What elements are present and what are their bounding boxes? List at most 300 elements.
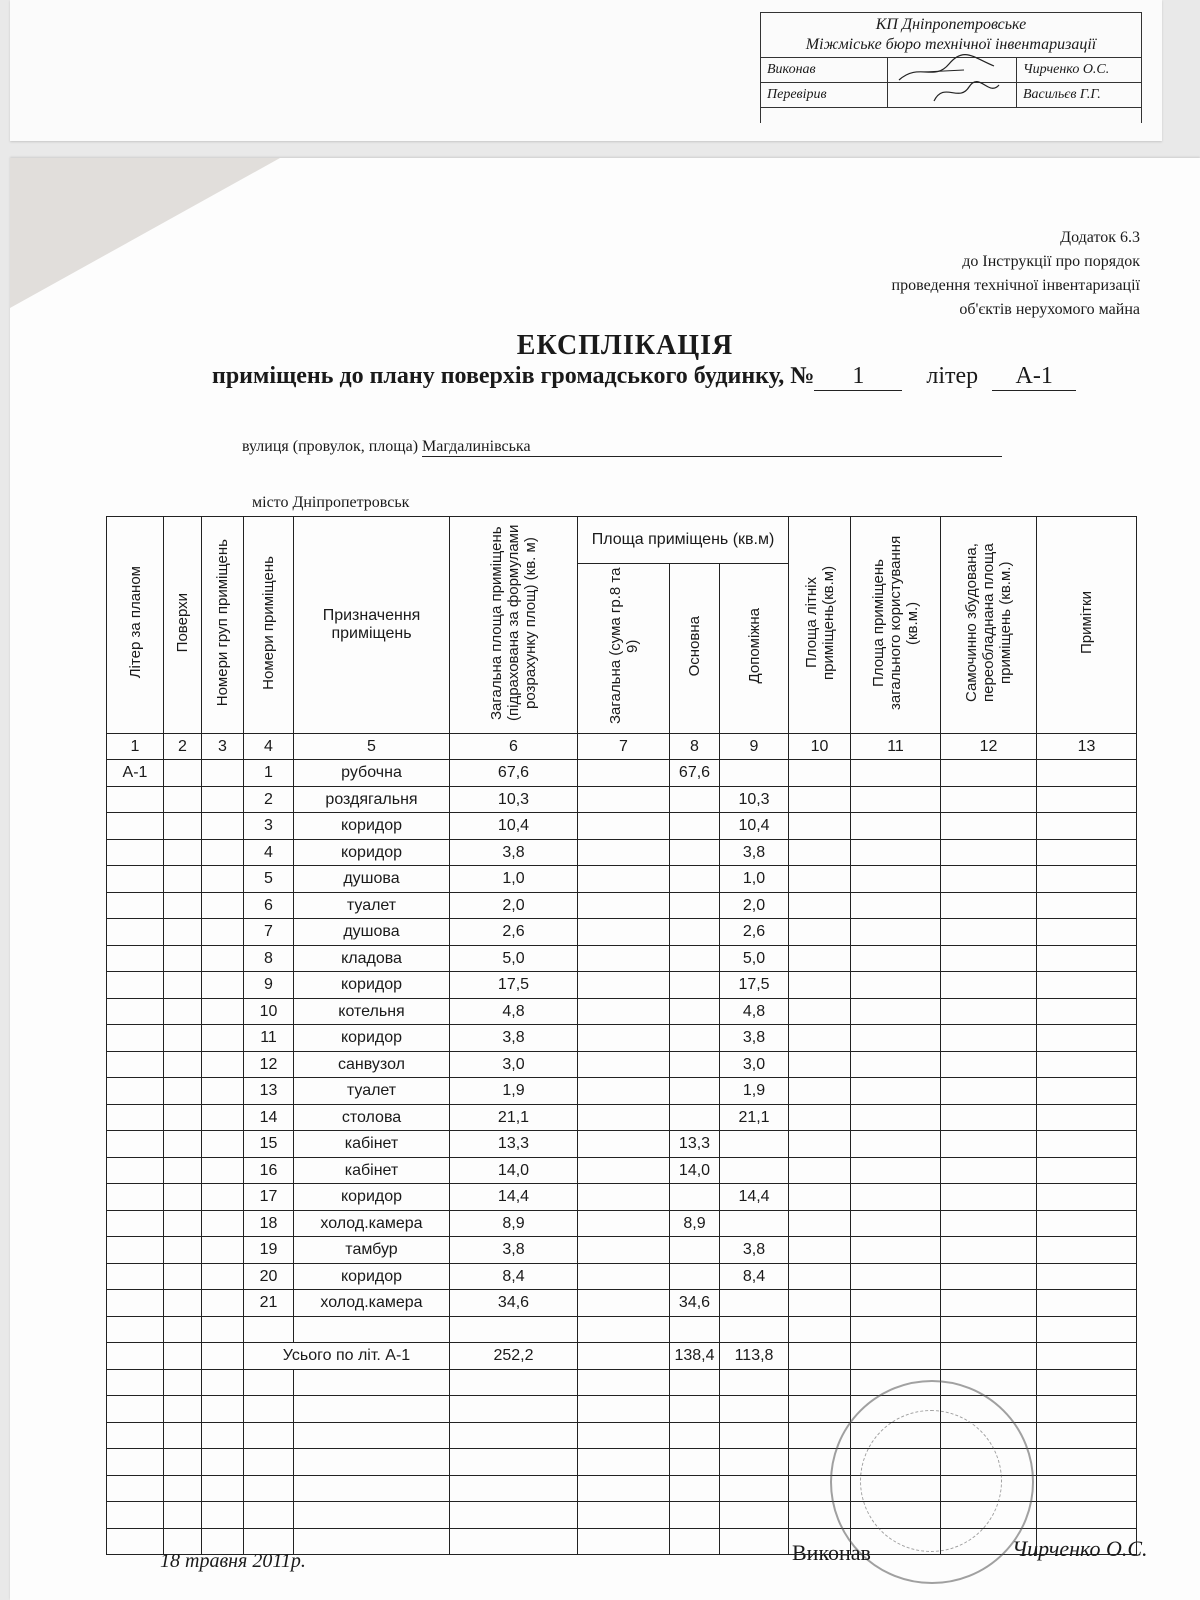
cell-purpose: столова [294, 1104, 450, 1131]
cell-empty [294, 1475, 450, 1502]
column-number-cell: 13 [1037, 734, 1137, 760]
cell-main-area: 14,0 [670, 1157, 720, 1184]
table-row [107, 1131, 1137, 1158]
cell-empty [202, 1449, 244, 1476]
cell-group [202, 1290, 244, 1317]
cell-sum-area [578, 919, 670, 946]
cell-empty [851, 1290, 941, 1317]
cell-room-number: 13 [244, 1078, 294, 1105]
cell-empty [851, 972, 941, 999]
cell-empty [244, 1475, 294, 1502]
cell-sum-area [578, 1263, 670, 1290]
cell-empty [450, 1502, 578, 1529]
cell-room-number: 9 [244, 972, 294, 999]
cell-main-area [670, 1025, 720, 1052]
cell-main-area [670, 813, 720, 840]
cell-main-area [670, 1184, 720, 1211]
cell-purpose: холод.камера [294, 1210, 450, 1237]
cell-empty [851, 1157, 941, 1184]
cell-floor [164, 1184, 202, 1211]
cell-empty [720, 1528, 789, 1555]
cell-floor [164, 1051, 202, 1078]
cell-empty [202, 1343, 244, 1370]
cell-room-number: 20 [244, 1263, 294, 1290]
cell-aux-area: 2,0 [720, 892, 789, 919]
cell-empty [941, 945, 1037, 972]
cell-empty [851, 892, 941, 919]
cell-aux-area: 1,0 [720, 866, 789, 893]
cell-floor [164, 866, 202, 893]
cell-empty [941, 1157, 1037, 1184]
cell-empty [1037, 1369, 1137, 1396]
cell-sum-area [578, 1184, 670, 1211]
cell-empty [789, 1369, 851, 1396]
cell-empty [941, 1237, 1037, 1264]
cell-total-area: 34,6 [450, 1290, 578, 1317]
table-row [107, 786, 1137, 813]
cell-main-area: 13,3 [670, 1131, 720, 1158]
cell-empty [578, 1449, 670, 1476]
cell-floor [164, 786, 202, 813]
table-row [107, 760, 1137, 787]
cell-empty [851, 919, 941, 946]
cell-empty [202, 1502, 244, 1529]
cell-empty [941, 1343, 1037, 1370]
cell-empty [789, 786, 851, 813]
cell-empty [941, 998, 1037, 1025]
previous-page-fragment [10, 0, 1162, 141]
cell-sum-area [578, 892, 670, 919]
cell-empty [202, 1475, 244, 1502]
cell-empty [294, 1369, 450, 1396]
header-purpose: Призначення приміщень [294, 517, 450, 734]
cell-empty [789, 1237, 851, 1264]
cell-sum-area [578, 1343, 670, 1370]
cell-empty [789, 1078, 851, 1105]
cell-empty [941, 1290, 1037, 1317]
cell-empty [670, 1528, 720, 1555]
cell-empty [1037, 839, 1137, 866]
cell-purpose: котельня [294, 998, 450, 1025]
cell-empty [1037, 1316, 1137, 1343]
cell-room-number: 1 [244, 760, 294, 787]
cell-empty [789, 760, 851, 787]
cell-empty [294, 1449, 450, 1476]
cell-empty [294, 1396, 450, 1423]
cell-empty [720, 1502, 789, 1529]
cell-liter [107, 1104, 164, 1131]
cell-sum-area [578, 813, 670, 840]
table-row [107, 1316, 1137, 1343]
document-subtitle: приміщень до плану поверхів громадського будинку, № 1 літер А-1 [212, 363, 1076, 391]
cell-total-area: 3,8 [450, 1025, 578, 1052]
cell-liter [107, 839, 164, 866]
cell-sum-area [578, 945, 670, 972]
cell-total-area: 10,3 [450, 786, 578, 813]
cell-sum-area [578, 1157, 670, 1184]
cell-group [202, 972, 244, 999]
cell-empty [107, 1422, 164, 1449]
cell-room-number: 11 [244, 1025, 294, 1052]
cell-empty [670, 1316, 720, 1343]
header-main: Основна [670, 564, 720, 734]
cell-group [202, 1210, 244, 1237]
cell-floor [164, 839, 202, 866]
cell-empty [164, 1343, 202, 1370]
table-row [107, 1157, 1137, 1184]
cell-room-number: 3 [244, 813, 294, 840]
cell-main-area [670, 786, 720, 813]
cell-group [202, 1237, 244, 1264]
cell-group [202, 1025, 244, 1052]
cell-empty [1037, 866, 1137, 893]
cell-liter: А-1 [107, 760, 164, 787]
cell-total-area: 10,4 [450, 813, 578, 840]
addendum-note: Додаток 6.3 до Інструкції про порядок проведення технічної інвентаризації об'єктів нерухомого майна [891, 229, 1140, 318]
cell-empty [1037, 972, 1137, 999]
cell-total-area: 2,0 [450, 892, 578, 919]
cell-aux-area: 3,8 [720, 839, 789, 866]
header-summer-area: Площа літніх приміщень(кв.м) [789, 517, 851, 734]
cell-empty [578, 1396, 670, 1423]
cell-floor [164, 892, 202, 919]
cell-empty [578, 1528, 670, 1555]
cell-empty [720, 1396, 789, 1423]
cell-room-number: 6 [244, 892, 294, 919]
cell-empty [164, 1422, 202, 1449]
cell-empty [578, 1502, 670, 1529]
cell-empty [720, 1475, 789, 1502]
building-liter: А-1 [992, 363, 1076, 391]
cell-empty [851, 998, 941, 1025]
cell-room-number: 10 [244, 998, 294, 1025]
cell-aux-area [720, 760, 789, 787]
cell-room-number: 19 [244, 1237, 294, 1264]
cell-empty [851, 1184, 941, 1211]
cell-empty [107, 1475, 164, 1502]
cell-liter [107, 1157, 164, 1184]
cell-empty [164, 1475, 202, 1502]
cell-liter [107, 1210, 164, 1237]
cell-room-number: 16 [244, 1157, 294, 1184]
column-number-cell: 4 [244, 734, 294, 760]
cell-empty [670, 1475, 720, 1502]
cell-sum-area [578, 1078, 670, 1105]
table-row [107, 839, 1137, 866]
cell-empty [670, 1369, 720, 1396]
cell-total-area: 67,6 [450, 760, 578, 787]
cell-liter [107, 998, 164, 1025]
cell-purpose: рубочна [294, 760, 450, 787]
cell-empty [789, 1157, 851, 1184]
cell-floor [164, 1131, 202, 1158]
cell-aux-area: 2,6 [720, 919, 789, 946]
cell-empty [244, 1369, 294, 1396]
cell-empty [789, 892, 851, 919]
table-row [107, 892, 1137, 919]
cell-empty [851, 813, 941, 840]
column-number-cell: 9 [720, 734, 789, 760]
cell-empty [941, 1078, 1037, 1105]
table-row [107, 1078, 1137, 1105]
cell-empty [941, 972, 1037, 999]
table-row [107, 1290, 1137, 1317]
cell-empty [851, 786, 941, 813]
cell-total-area: 17,5 [450, 972, 578, 999]
cell-floor [164, 1104, 202, 1131]
cell-empty [789, 1396, 851, 1423]
table-row [107, 1237, 1137, 1264]
cell-empty [164, 1316, 202, 1343]
cell-empty [941, 1316, 1037, 1343]
cell-purpose: коридор [294, 1025, 450, 1052]
table-row [107, 998, 1137, 1025]
cell-total-area: 14,4 [450, 1184, 578, 1211]
cell-empty [789, 1025, 851, 1052]
cell-empty [244, 1422, 294, 1449]
cell-empty [789, 866, 851, 893]
cell-empty [789, 1290, 851, 1317]
cell-aux-area [720, 1210, 789, 1237]
column-number-cell: 2 [164, 734, 202, 760]
cell-empty [107, 1449, 164, 1476]
cell-floor [164, 1157, 202, 1184]
table-row [107, 1025, 1137, 1052]
cell-sum-area [578, 1290, 670, 1317]
cell-total-area: 5,0 [450, 945, 578, 972]
cell-empty [1037, 813, 1137, 840]
cell-empty [789, 839, 851, 866]
header-liter: Літер за планом [107, 517, 164, 734]
column-number-cell: 5 [294, 734, 450, 760]
cell-empty [789, 1131, 851, 1158]
explication-page [10, 158, 1200, 1600]
cell-main-area [670, 919, 720, 946]
cell-empty [107, 1343, 164, 1370]
cell-liter [107, 813, 164, 840]
cell-empty [941, 1263, 1037, 1290]
cell-empty [1037, 1502, 1137, 1529]
cell-empty [941, 1051, 1037, 1078]
cell-empty [107, 1502, 164, 1529]
cell-liter [107, 1237, 164, 1264]
cell-empty [851, 1316, 941, 1343]
cell-empty [1037, 1157, 1137, 1184]
cell-empty [450, 1528, 578, 1555]
cell-empty [244, 1449, 294, 1476]
cell-group [202, 1157, 244, 1184]
cell-room-number: 21 [244, 1290, 294, 1317]
column-number-cell: 12 [941, 734, 1037, 760]
street-value: Магдалинівська [422, 438, 1002, 457]
stamp-row-executed: Виконав Чирченко О.С. [761, 58, 1141, 83]
cell-empty [450, 1475, 578, 1502]
cell-total-area: 21,1 [450, 1104, 578, 1131]
cell-empty [851, 1210, 941, 1237]
cell-empty [1037, 1078, 1137, 1105]
cell-purpose: душова [294, 866, 450, 893]
table-row [107, 1369, 1137, 1396]
cell-total-area: 3,8 [450, 839, 578, 866]
cell-floor [164, 1078, 202, 1105]
cell-purpose: роздягальня [294, 786, 450, 813]
cell-aux-area [720, 1290, 789, 1317]
cell-empty [578, 1422, 670, 1449]
table-row [107, 813, 1137, 840]
cell-empty [164, 1396, 202, 1423]
cell-empty [670, 1449, 720, 1476]
cell-empty [450, 1369, 578, 1396]
cell-floor [164, 760, 202, 787]
column-number-cell: 7 [578, 734, 670, 760]
title-block-stamp [760, 12, 1142, 123]
cell-empty [941, 760, 1037, 787]
cell-empty [1037, 1449, 1137, 1476]
cell-sum-area [578, 1051, 670, 1078]
cell-empty [107, 1528, 164, 1555]
cell-floor [164, 1263, 202, 1290]
cell-empty [1037, 1396, 1137, 1423]
cell-empty [789, 1184, 851, 1211]
cell-empty [1037, 1025, 1137, 1052]
signature-icon [894, 77, 1004, 107]
cell-empty [1037, 919, 1137, 946]
cell-group [202, 786, 244, 813]
cell-empty [851, 945, 941, 972]
cell-liter [107, 1290, 164, 1317]
cell-empty [202, 1422, 244, 1449]
cell-floor [164, 813, 202, 840]
header-notes: Примітки [1037, 517, 1137, 734]
cell-purpose: коридор [294, 813, 450, 840]
cell-empty [941, 786, 1037, 813]
cell-empty [1037, 1475, 1137, 1502]
cell-empty [941, 1210, 1037, 1237]
cell-empty [1037, 1210, 1137, 1237]
cell-total-area: 13,3 [450, 1131, 578, 1158]
cell-aux-area: 5,0 [720, 945, 789, 972]
cell-group [202, 1078, 244, 1105]
cell-purpose: санвузол [294, 1051, 450, 1078]
cell-empty [294, 1422, 450, 1449]
column-number-cell: 11 [851, 734, 941, 760]
table-row [107, 1210, 1137, 1237]
cell-empty [941, 1131, 1037, 1158]
cell-room-number: 2 [244, 786, 294, 813]
cell-group [202, 1051, 244, 1078]
cell-empty [1037, 1290, 1137, 1317]
cell-main-area [670, 972, 720, 999]
cell-empty [789, 972, 851, 999]
cell-aux-area: 4,8 [720, 998, 789, 1025]
cell-empty [720, 1449, 789, 1476]
cell-liter [107, 945, 164, 972]
cell-total-area: 14,0 [450, 1157, 578, 1184]
cell-empty [720, 1316, 789, 1343]
cell-empty [1037, 945, 1137, 972]
cell-empty [941, 839, 1037, 866]
cell-empty [720, 1369, 789, 1396]
table-row [107, 919, 1137, 946]
cell-group [202, 760, 244, 787]
cell-purpose: душова [294, 919, 450, 946]
cell-floor [164, 919, 202, 946]
cell-empty [244, 1502, 294, 1529]
cell-main-area [670, 892, 720, 919]
footer-executed-name: Чирченко О.С. [1012, 1536, 1148, 1561]
cell-empty [851, 866, 941, 893]
cell-empty [450, 1449, 578, 1476]
cell-empty [941, 1104, 1037, 1131]
cell-empty [851, 1263, 941, 1290]
cell-empty [851, 1025, 941, 1052]
cell-empty [851, 760, 941, 787]
cell-room-number: 5 [244, 866, 294, 893]
cell-purpose: коридор [294, 839, 450, 866]
stamp-organization: КП Дніпропетровське Міжміське бюро технічної інвентаризації [761, 13, 1141, 58]
cell-total-area: 4,8 [450, 998, 578, 1025]
header-total-area: Загальна площа приміщень (підрахована за формулами розрахунку площ) (кв. м) [450, 517, 578, 734]
cell-empty [789, 919, 851, 946]
cell-floor [164, 945, 202, 972]
column-number-cell: 8 [670, 734, 720, 760]
cell-empty [670, 1396, 720, 1423]
cell-empty [450, 1422, 578, 1449]
cell-purpose: коридор [294, 1184, 450, 1211]
cell-empty [851, 1051, 941, 1078]
cell-group [202, 919, 244, 946]
cell-main-area [670, 1263, 720, 1290]
cell-sum-area [578, 1131, 670, 1158]
cell-sum-area [578, 1237, 670, 1264]
cell-empty [1037, 1343, 1137, 1370]
cell-aux-area [720, 1157, 789, 1184]
cell-empty [851, 1104, 941, 1131]
cell-main-area: 34,6 [670, 1290, 720, 1317]
cell-room-number: 12 [244, 1051, 294, 1078]
cell-empty [941, 866, 1037, 893]
cell-group [202, 1184, 244, 1211]
cell-empty [941, 1025, 1037, 1052]
cell-main-area [670, 866, 720, 893]
cell-empty [1037, 1104, 1137, 1131]
column-number-cell: 6 [450, 734, 578, 760]
header-common-area: Площа приміщень загального користування (кв.м.) [851, 517, 941, 734]
cell-empty [1037, 998, 1137, 1025]
cell-empty [789, 1051, 851, 1078]
cell-group [202, 998, 244, 1025]
cell-room-number: 4 [244, 839, 294, 866]
cell-main-area [670, 839, 720, 866]
cell-liter [107, 1025, 164, 1052]
cell-room-number: 18 [244, 1210, 294, 1237]
cell-empty [941, 892, 1037, 919]
cell-empty [1037, 760, 1137, 787]
cell-empty [294, 1528, 450, 1555]
cell-empty [578, 1316, 670, 1343]
cell-sum-area [578, 972, 670, 999]
cell-group [202, 1131, 244, 1158]
cell-aux-area: 1,9 [720, 1078, 789, 1105]
folded-corner [10, 158, 280, 308]
cell-group [202, 866, 244, 893]
cell-empty [202, 1316, 244, 1343]
cell-empty [851, 839, 941, 866]
cell-total-area: 3,0 [450, 1051, 578, 1078]
city-line: місто Дніпропетровськ [252, 494, 410, 511]
cell-main-area: 67,6 [670, 760, 720, 787]
cell-main-area [670, 1237, 720, 1264]
